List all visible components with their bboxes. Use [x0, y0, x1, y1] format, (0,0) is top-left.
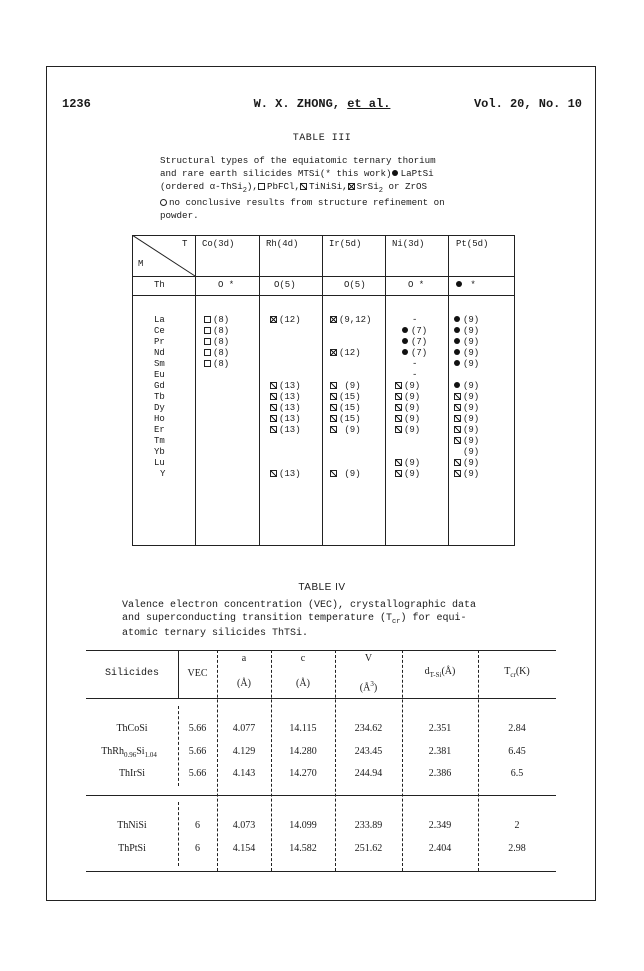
row-label-nd: Nd [154, 348, 165, 358]
ir-la-text: (9,12) [339, 315, 372, 325]
row-label-ho: Ho [154, 414, 165, 424]
col-header-c-unit: (Å) [296, 678, 310, 689]
pt-ho-text: (9) [463, 414, 480, 424]
ni-sm: - [412, 359, 418, 369]
caption-srsi: SrSi [356, 180, 379, 192]
ni-ho [395, 414, 420, 425]
col-header-a: a [241, 653, 247, 664]
table4-vline [178, 802, 179, 866]
author-names: W. X. ZHONG, [253, 97, 340, 111]
pt-sm-text: (9) [463, 359, 480, 369]
hatched-square-icon [454, 470, 461, 477]
ni-er [395, 425, 420, 436]
row-label-la: La [154, 315, 165, 325]
dot-symbol-icon [456, 281, 462, 287]
pt-tb-text: (9) [463, 392, 480, 402]
rh-tb-text: (13) [279, 392, 301, 402]
pt-dy-text: (9) [463, 403, 480, 413]
pt-lu-text: (9) [463, 458, 480, 468]
caption-no-conclusive: no conclusive results from structure refinement on [169, 197, 445, 209]
ni-y-text: (9) [404, 469, 421, 479]
tc-unit: (K) [515, 666, 530, 677]
hatched-square-icon [270, 404, 277, 411]
hatched-square-icon [395, 404, 402, 411]
ir-gd [330, 381, 361, 392]
pt-dy [454, 403, 479, 414]
col-header-pt: Pt(5d) [456, 239, 489, 249]
row-a: 4.073 [232, 820, 256, 831]
pt-ce [454, 326, 479, 337]
hatched-square-icon [300, 183, 307, 190]
row-label-tm: Tm [154, 436, 165, 446]
table3-vline [322, 235, 323, 546]
row-label-er: Er [154, 425, 165, 435]
rh-la-text: (12) [279, 315, 301, 325]
pt-tm [454, 436, 479, 447]
rh-tb [270, 392, 301, 403]
d-sub: T-Si [429, 671, 442, 679]
co-sm [204, 359, 229, 370]
row-label-ce: Ce [154, 326, 165, 336]
row-c: 14.582 [289, 843, 317, 854]
th-co-cell: O * [218, 280, 235, 290]
caption-ordered: (ordered [160, 180, 205, 192]
crossed-square-icon [348, 183, 355, 190]
ir-nd [330, 348, 361, 359]
tc-sub: cr [510, 671, 516, 679]
co-nd-text: (8) [213, 348, 230, 358]
ir-gd-text: (9) [344, 381, 361, 391]
hatched-square-icon [454, 393, 461, 400]
name-mid: Si [136, 746, 145, 757]
row-name [80, 746, 178, 761]
hatched-square-icon [395, 382, 402, 389]
ir-ho-text: (15) [339, 414, 361, 424]
rh-er [270, 425, 301, 436]
table4-caption-line2a: and superconducting transition temperature (T [122, 612, 393, 624]
rh-gd [270, 381, 301, 392]
pt-lu [454, 458, 479, 469]
table4-rule-header [86, 698, 556, 699]
row-d: 2.351 [428, 723, 452, 734]
ir-tb [330, 392, 361, 403]
row-label-gd: Gd [154, 381, 165, 391]
dot-symbol-icon [454, 382, 460, 388]
hatched-square-icon [454, 404, 461, 411]
col-header-vec: VEC [187, 668, 208, 679]
v-unit-close: ) [373, 682, 378, 694]
open-square-icon [204, 327, 211, 334]
tc-text: T [504, 666, 511, 677]
corner-m-label: M [138, 259, 144, 269]
row-c: 14.115 [289, 723, 317, 734]
table3-caption-line5: powder. [160, 210, 199, 222]
row-v: 243.45 [354, 746, 383, 757]
row-name: ThNiSi [117, 820, 147, 831]
running-header [62, 97, 582, 113]
table4-vline [478, 650, 479, 871]
table4-caption-line2b: ) for equi- [400, 612, 467, 624]
ir-y-text: (9) [344, 469, 361, 479]
pt-tm-text: (9) [463, 436, 480, 446]
th-rh-cell: O(5) [274, 280, 296, 290]
ir-dy [330, 403, 361, 414]
ni-la: - [412, 315, 418, 325]
col-header-ir: Ir(5d) [329, 239, 362, 249]
col-header-v-unit [335, 678, 402, 694]
pt-gd [454, 381, 479, 392]
table4-caption [122, 600, 522, 641]
pt-ho [454, 414, 479, 425]
hatched-square-icon [270, 382, 277, 389]
ni-y [395, 469, 420, 480]
row-label-dy: Dy [154, 403, 165, 413]
pt-la-text: (9) [463, 315, 480, 325]
ir-tb-text: (15) [339, 392, 361, 402]
row-tc: 2 [514, 820, 520, 831]
th-pt-star: * [470, 280, 476, 290]
row-vec: 5.66 [188, 768, 207, 779]
pt-la [454, 315, 479, 326]
table4-vline [402, 650, 403, 871]
pt-yb-text: (9) [463, 447, 480, 457]
row-d: 2.349 [428, 820, 452, 831]
rh-y [270, 469, 301, 480]
dot-symbol-icon [392, 170, 398, 176]
author-etal: et al. [347, 97, 391, 111]
row-name: ThIrSi [118, 768, 146, 779]
pt-ce-text: (9) [463, 326, 480, 336]
col-header-co: Co(3d) [202, 239, 235, 249]
ni-tb-text: (9) [404, 392, 421, 402]
ni-tb [395, 392, 420, 403]
ni-ho-text: (9) [404, 414, 421, 424]
corner-t-label: T [182, 239, 188, 249]
volume-info: Vol. 20, No. 10 [473, 97, 582, 111]
ni-lu [395, 458, 420, 469]
hatched-square-icon [270, 393, 277, 400]
open-circle-icon [160, 199, 167, 206]
row-a: 4.129 [232, 746, 256, 757]
rh-y-text: (13) [279, 469, 301, 479]
th-ni-cell: O * [408, 280, 425, 290]
ni-gd [395, 381, 420, 392]
ir-la [330, 315, 371, 326]
v-unit-text: (Å [359, 682, 371, 694]
row-a: 4.077 [232, 723, 256, 734]
open-square-icon [204, 316, 211, 323]
caption-tinisi: TiNiSi, [309, 180, 348, 192]
row-c: 14.099 [289, 820, 317, 831]
row-v: 244.94 [354, 768, 383, 779]
row-c: 14.280 [289, 746, 317, 757]
pt-nd [454, 348, 479, 359]
col-header-rh: Rh(4d) [266, 239, 299, 249]
co-la [204, 315, 229, 326]
table3-caption [160, 155, 500, 223]
pt-y [454, 469, 479, 480]
pt-gd-text: (9) [463, 381, 480, 391]
table3-vline [195, 235, 196, 546]
hatched-square-icon [454, 459, 461, 466]
row-label-sm: Sm [154, 359, 165, 369]
pt-pr [454, 337, 479, 348]
dot-symbol-icon [402, 349, 408, 355]
caption-alpha-thsi: α-ThSi [209, 180, 243, 192]
v-unit-sup: 3 [370, 680, 374, 688]
table3-vline [448, 235, 449, 546]
co-sm-text: (8) [213, 359, 230, 369]
row-a: 4.143 [232, 768, 256, 779]
co-pr-text: (8) [213, 337, 230, 347]
name-main: ThRh [101, 746, 124, 757]
ni-nd [402, 348, 427, 359]
co-ce-text: (8) [213, 326, 230, 336]
rh-dy [270, 403, 301, 414]
row-label-pr: Pr [154, 337, 165, 347]
row-label-th: Th [154, 280, 165, 290]
ni-pr-text: (7) [411, 337, 428, 347]
hatched-square-icon [330, 415, 337, 422]
table3-caption-line2-text: and rare earth silicides MTSi(* this work) [160, 167, 392, 179]
row-d: 2.381 [428, 746, 452, 757]
col-header-tc [478, 666, 556, 681]
ni-dy-text: (9) [404, 403, 421, 413]
table3-caption-line4 [160, 197, 500, 210]
hatched-square-icon [330, 393, 337, 400]
pt-er-text: (9) [463, 425, 480, 435]
table4-caption-line1: Valence electron concentration (VEC), crystallographic data [122, 600, 477, 611]
ir-nd-text: (12) [339, 348, 361, 358]
row-v: 233.89 [354, 820, 383, 831]
table3-vline [259, 235, 260, 546]
hatched-square-icon [454, 415, 461, 422]
row-c: 14.270 [289, 768, 317, 779]
col-header-v: V [364, 653, 373, 664]
th-ir-cell: O(5) [344, 280, 366, 290]
table4-rule-top [86, 650, 556, 651]
open-square-icon [258, 183, 265, 190]
pt-yb [463, 447, 479, 458]
hatched-square-icon [330, 470, 337, 477]
table3-vline [514, 235, 515, 546]
dot-symbol-icon [454, 327, 460, 333]
row-vec: 6 [195, 843, 200, 854]
hatched-square-icon [454, 426, 461, 433]
dot-symbol-icon [454, 349, 460, 355]
col-header-ni: Ni(3d) [392, 239, 425, 249]
pt-sm [454, 359, 479, 370]
name-sub2: 1.04 [144, 751, 157, 759]
open-square-icon [204, 349, 211, 356]
table3-rule-th [132, 295, 515, 296]
dot-symbol-icon [402, 338, 408, 344]
table3-caption-line1: Structural types of the equiatomic ternary thorium [160, 155, 436, 166]
rh-ho-text: (13) [279, 414, 301, 424]
ir-er-text: (9) [344, 425, 361, 435]
table3-rule-bottom [132, 545, 515, 546]
hatched-square-icon [395, 415, 402, 422]
co-nd [204, 348, 229, 359]
ni-ce-text: (7) [411, 326, 428, 336]
row-vec: 5.66 [188, 746, 207, 757]
row-a: 4.154 [232, 843, 256, 854]
name-sub1: 0.96 [123, 751, 137, 759]
row-name: ThPtSi [118, 843, 146, 854]
ni-lu-text: (9) [404, 458, 421, 468]
pt-pr-text: (9) [463, 337, 480, 347]
col-header-c: c [300, 653, 306, 664]
page-number: 1236 [62, 97, 91, 111]
dot-symbol-icon [454, 338, 460, 344]
row-label-y: Y [160, 469, 166, 479]
rh-la [270, 315, 301, 326]
dot-symbol-icon [454, 360, 460, 366]
table3-vline [132, 235, 133, 546]
ni-pr [402, 337, 427, 348]
hatched-square-icon [395, 393, 402, 400]
rh-er-text: (13) [279, 425, 301, 435]
hatched-square-icon [330, 382, 337, 389]
co-ce [204, 326, 229, 337]
ni-ce [402, 326, 427, 337]
table3-title: TABLE III [292, 133, 352, 144]
row-label-yb: Yb [154, 447, 165, 457]
col-header-silicides: Silicides [104, 668, 159, 679]
pt-y-text: (9) [463, 469, 480, 479]
rh-gd-text: (13) [279, 381, 301, 391]
table4-title: TABLE IV [298, 582, 346, 593]
col-header-d [402, 666, 478, 681]
hatched-square-icon [270, 415, 277, 422]
row-tc: 2.84 [508, 723, 526, 734]
caption-zros: or ZrOS [388, 180, 428, 192]
table3-caption-line2 [160, 168, 500, 181]
caption-paren: ), [246, 180, 258, 192]
rh-dy-text: (13) [279, 403, 301, 413]
rh-ho [270, 414, 301, 425]
row-tc: 6.5 [510, 768, 524, 779]
hatched-square-icon [270, 470, 277, 477]
table4-rule-bottom [86, 871, 556, 872]
row-v: 251.62 [354, 843, 383, 854]
table4-caption-line2 [122, 613, 522, 629]
table4 [86, 650, 556, 872]
d-unit: (Å) [441, 666, 456, 677]
table3-caption-line3 [160, 181, 500, 198]
hatched-square-icon [395, 459, 402, 466]
hatched-square-icon [330, 426, 337, 433]
table3-caption-line2-dot-text: LaPtSi [400, 167, 434, 179]
open-square-icon [204, 338, 211, 345]
hatched-square-icon [270, 426, 277, 433]
row-d: 2.386 [428, 768, 452, 779]
table4-caption-line3: atomic ternary silicides ThTSi. [122, 628, 309, 639]
row-label-tb: Tb [154, 392, 165, 402]
dot-symbol-icon [402, 327, 408, 333]
dot-symbol-icon [454, 316, 460, 322]
row-name: ThCoSi [116, 723, 148, 734]
co-la-text: (8) [213, 315, 230, 325]
caption-sub-2: 2 [242, 186, 247, 195]
co-pr [204, 337, 229, 348]
row-vec: 5.66 [188, 723, 207, 734]
row-label-lu: Lu [154, 458, 165, 468]
row-vec: 6 [195, 820, 200, 831]
crossed-square-icon [330, 349, 337, 356]
table4-caption-sub: cr [392, 617, 401, 626]
pt-nd-text: (9) [463, 348, 480, 358]
caption-sub-2b: 2 [378, 186, 383, 195]
pt-tb [454, 392, 479, 403]
col-header-a-unit: (Å) [237, 678, 251, 689]
table4-rule-group [86, 795, 556, 796]
row-tc: 2.98 [508, 843, 526, 854]
ni-er-text: (9) [404, 425, 421, 435]
pt-er [454, 425, 479, 436]
ir-er [330, 425, 361, 436]
hatched-square-icon [330, 404, 337, 411]
ni-dy [395, 403, 420, 414]
ir-y [330, 469, 361, 480]
hatched-square-icon [395, 470, 402, 477]
caption-pbfcl: PbFCl, [266, 180, 301, 192]
ir-dy-text: (15) [339, 403, 361, 413]
row-v: 234.62 [354, 723, 383, 734]
hatched-square-icon [395, 426, 402, 433]
crossed-square-icon [330, 316, 337, 323]
hatched-square-icon [454, 437, 461, 444]
crossed-square-icon [270, 316, 277, 323]
open-square-icon [204, 360, 211, 367]
th-pt-cell [456, 280, 476, 290]
row-d: 2.404 [428, 843, 452, 854]
table3-vline [385, 235, 386, 546]
ni-nd-text: (7) [411, 348, 428, 358]
table3 [132, 235, 515, 546]
row-label-eu: Eu [154, 370, 165, 380]
ni-eu: - [412, 370, 418, 380]
d-text: d [424, 666, 430, 677]
ir-ho [330, 414, 361, 425]
row-tc: 6.45 [508, 746, 526, 757]
ni-gd-text: (9) [404, 381, 421, 391]
